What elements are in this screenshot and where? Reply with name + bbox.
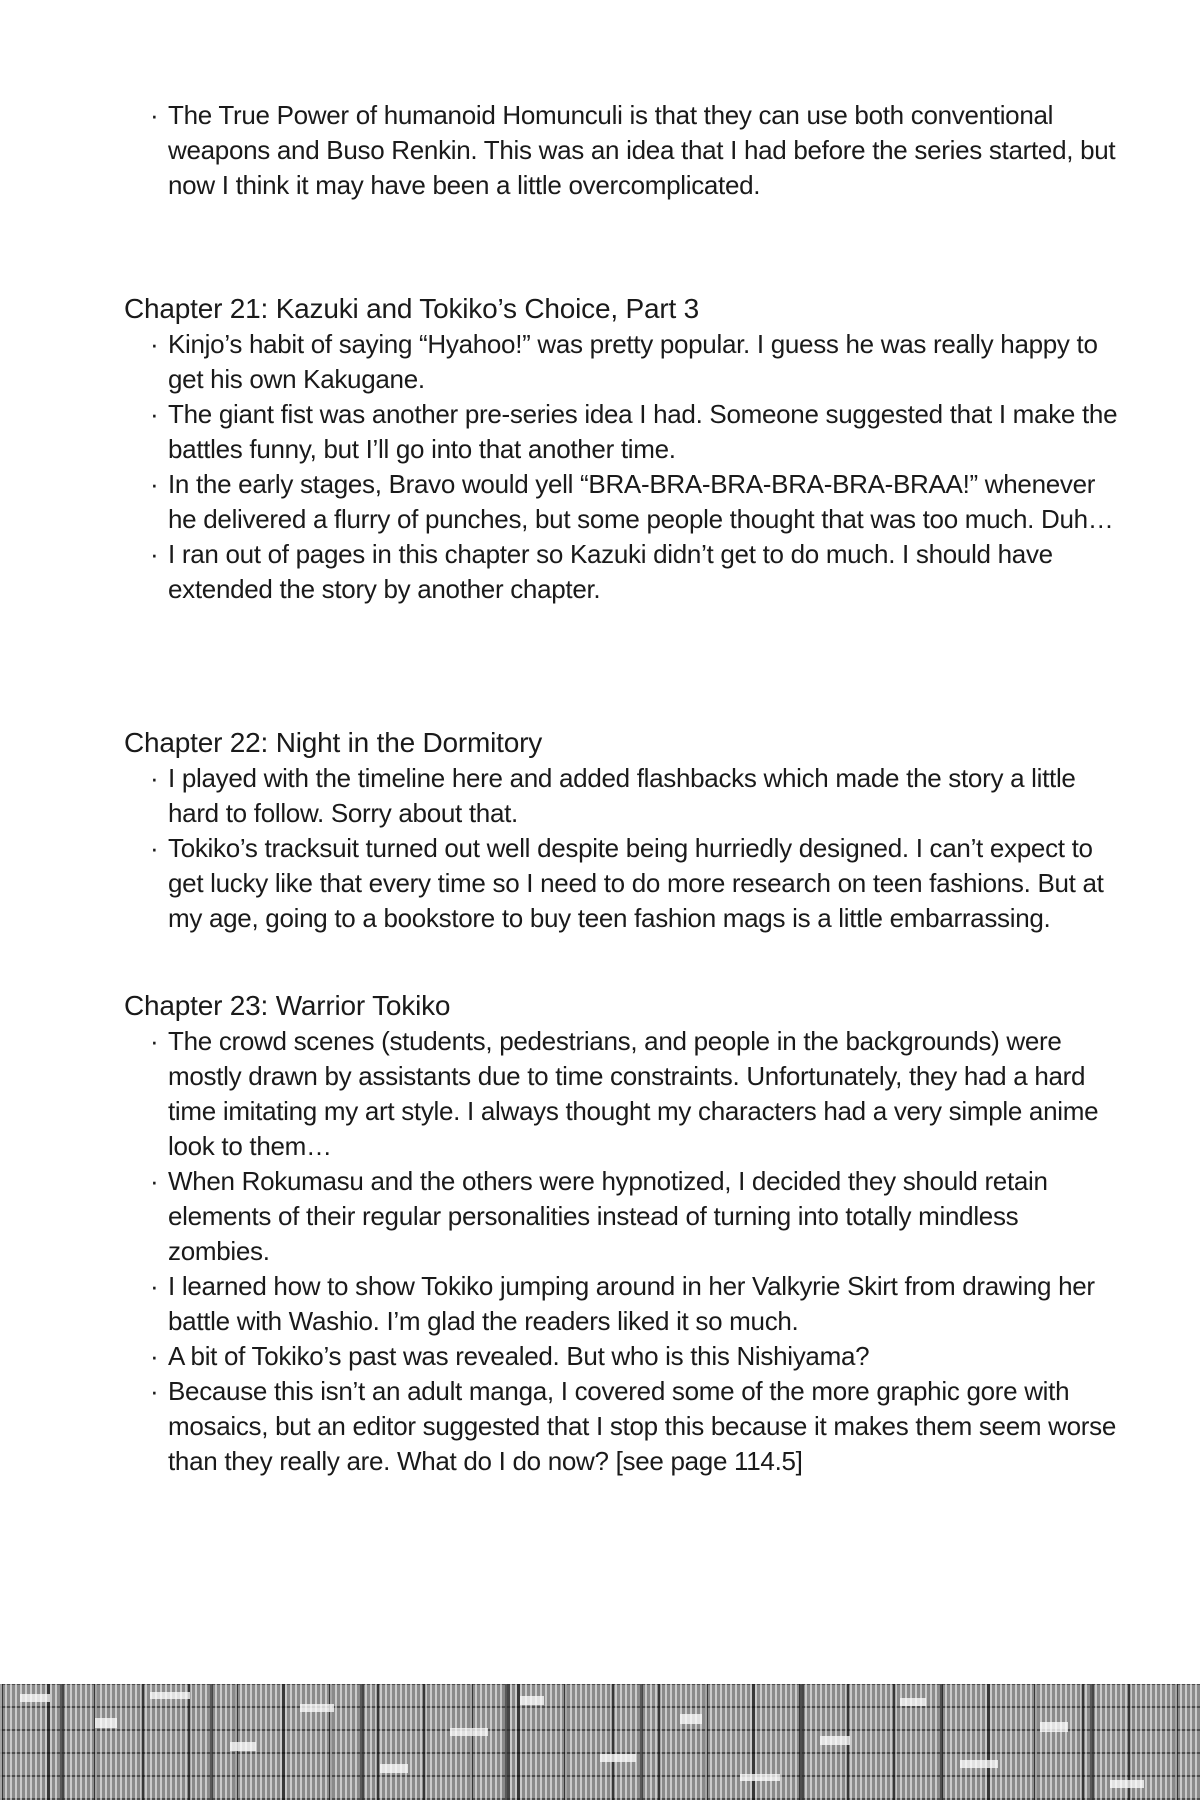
list-item: · I played with the timeline here and added flashbacks which made the story a little hard to follow. Sorry about that. <box>138 761 1124 831</box>
notes-content <box>124 98 1124 1479</box>
list-item: · The True Power of humanoid Homunculi is that they can use both conventional weapons and Buso Renkin. This was an idea that I had before the series started, but now I think it may have been a little overcomplicated. <box>138 98 1124 203</box>
chapter-22-section <box>124 725 1124 936</box>
list-item: · I ran out of pages in this chapter so Kazuki didn’t get to do much. I should have extended the story by another chapter. <box>138 537 1124 607</box>
list-item: · When Rokumasu and the others were hypnotized, I decided they should retain elements of their regular personalities instead of turning into totally mindless zombies. <box>138 1164 1124 1269</box>
intro-list <box>124 98 1124 203</box>
chapter-22-notes <box>124 761 1124 936</box>
list-item: · The giant fist was another pre-series idea I had. Someone suggested that I make the battles funny, but I’ll go into that another time. <box>138 397 1124 467</box>
spacer <box>124 936 1124 988</box>
chapter-23-section <box>124 988 1124 1479</box>
spacer <box>124 203 1124 291</box>
footer-decorative-band <box>0 1684 1200 1800</box>
list-item: · Tokiko’s tracksuit turned out well despite being hurriedly designed. I can’t expect to get lucky like that every time so I need to do more research on teen fashions. But at my age, going to a bookstore to buy teen fashion mags is a little embarrassing. <box>138 831 1124 936</box>
list-item: · I learned how to show Tokiko jumping around in her Valkyrie Skirt from drawing her battle with Washio. I’m glad the readers liked it so much. <box>138 1269 1124 1339</box>
chapter-title: Chapter 21: Kazuki and Tokiko’s Choice, Part 3 <box>124 293 699 324</box>
list-item: · In the early stages, Bravo would yell “BRA-BRA-BRA-BRA-BRA-BRAA!” whenever he delivered a flurry of punches, but some people thought that was too much. Duh… <box>138 467 1124 537</box>
list-item: · A bit of Tokiko’s past was revealed. But who is this Nishiyama? <box>138 1339 1124 1374</box>
list-item: · Because this isn’t an adult manga, I covered some of the more graphic gore with mosaics, but an editor suggested that I stop this because it makes them seem worse than they really are. What do I do now? [see page 114.5] <box>138 1374 1124 1479</box>
chapter-21-notes <box>124 327 1124 607</box>
chapter-23-notes <box>124 1024 1124 1479</box>
chapter-21-section <box>124 291 1124 607</box>
chapter-title: Chapter 22: Night in the Dormitory <box>124 727 543 758</box>
list-item: · Kinjo’s habit of saying “Hyahoo!” was pretty popular. I guess he was really happy to get his own Kakugane. <box>138 327 1124 397</box>
spacer <box>124 607 1124 725</box>
chapter-title: Chapter 23: Warrior Tokiko <box>124 990 451 1021</box>
footer-pattern-icon <box>0 1684 1200 1800</box>
list-item: · The crowd scenes (students, pedestrians, and people in the backgrounds) were mostly drawn by assistants due to time constraints. Unfortunately, they had a hard time imitating my art style. I always thought my characters had a very simple anime look to them… <box>138 1024 1124 1164</box>
